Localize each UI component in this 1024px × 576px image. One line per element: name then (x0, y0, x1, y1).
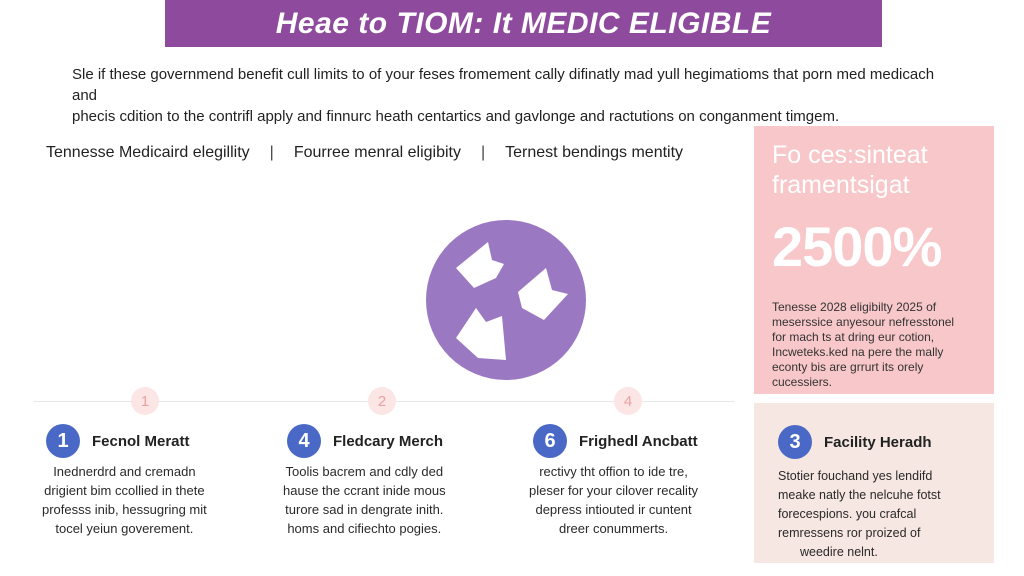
stat-text-line: Tenesse 2028 eligibilty 2025 of (772, 300, 937, 314)
tab-tennesse-medicaid[interactable]: Tennesse Medicaird elegillity (46, 144, 250, 161)
tab-bendings-mentity[interactable]: Ternest bendings mentity (505, 144, 684, 161)
stat-heading-line: Fo ces:sinteat (772, 141, 928, 169)
tab-mental-eligibility[interactable]: Fourree menral eligibity (293, 144, 461, 161)
stat-text-line: meserssice anyesour nefresstonel (772, 315, 955, 329)
step-text-line: professs inib, hessugring mit (42, 502, 207, 517)
step-description (778, 467, 970, 562)
category-tabs (46, 142, 683, 164)
intro-line-1: Sle if these governmend benefit cull limits to of your feses fromement cally difinatly mad yull hegimatioms that porn med medicach and (72, 66, 935, 104)
stat-value: 2500% (772, 215, 942, 278)
stat-text-line: Incweteks.ked na pere the mally (772, 345, 944, 359)
step-number-badge: 6 (533, 424, 567, 458)
stat-card (754, 126, 994, 394)
intro-paragraph (72, 64, 952, 127)
tab-separator: | (269, 144, 274, 161)
stat-heading-line: framentsigat (772, 171, 910, 199)
step-card (283, 424, 446, 538)
step-text-line: tocel yeiun goverement. (55, 521, 194, 536)
step-number-badge: 4 (287, 424, 321, 458)
step-title: Fledcary Merch (333, 432, 444, 450)
step-text-line: weedire nelnt. (800, 545, 878, 559)
step-text-line: Toolis bacrem and cdly ded (285, 464, 444, 479)
stat-description (772, 300, 976, 390)
step-text-line: rectivy tht offion to ide tre, (539, 464, 688, 479)
title-banner (165, 0, 882, 47)
step-text-line: Stotier fouchand yes lendifd (778, 469, 933, 483)
purple-circle-graphic (426, 220, 586, 380)
stat-card-heading (772, 140, 976, 200)
side-step-card (754, 403, 994, 563)
stat-text-line: for mach ts at dring eur cotion, (772, 330, 935, 344)
stat-text-line: econty bis are grrurt its orely (772, 360, 924, 374)
step-title: Fecnol Meratt (92, 432, 190, 450)
step-text-line: homs and cifiechto pogies. (287, 521, 442, 536)
timeline-marker: 2 (368, 387, 396, 415)
page-title: Heae to TIOM: It MEDIC ELIGIBLE (275, 6, 772, 40)
step-text-line: depress intiouted ir cuntent (535, 502, 692, 517)
step-text-line: pleser for your cilover recality (529, 483, 699, 498)
step-text-line: forecespions. you crafcal (778, 507, 917, 521)
step-description (42, 462, 207, 538)
step-text-line: dreer conummerts. (558, 521, 669, 536)
timeline-marker: 4 (614, 387, 642, 415)
step-text-line: Inednerdrd and cremadn (53, 464, 196, 479)
step-card (529, 424, 699, 538)
step-text-line: turore sad in dengrate inith. (285, 502, 444, 517)
step-number-badge: 1 (46, 424, 80, 458)
stat-text-line: cucessiers. (772, 375, 833, 389)
central-illustration (426, 220, 586, 380)
step-description (529, 462, 698, 538)
step-number-badge: 3 (778, 425, 812, 459)
step-title: Facility Heradh (824, 433, 932, 451)
step-title: Frighedl Ancbatt (579, 432, 698, 450)
step-text-line: remressens ror proized of (778, 526, 921, 540)
step-card (42, 424, 207, 538)
step-description (283, 462, 446, 538)
step-text-line: meake natly the nelcuhe fotst (778, 488, 941, 502)
intro-line-2: phecis cdition to the contrifl apply and finnurc heath centartics and gavlonge and ractutions on conganment timgem. (72, 108, 840, 125)
step-text-line: hause the ccrant inide mous (283, 483, 446, 498)
tab-separator: | (481, 144, 486, 161)
timeline-marker: 1 (131, 387, 159, 415)
step-text-line: drigient bim ccollied in thete (44, 483, 205, 498)
